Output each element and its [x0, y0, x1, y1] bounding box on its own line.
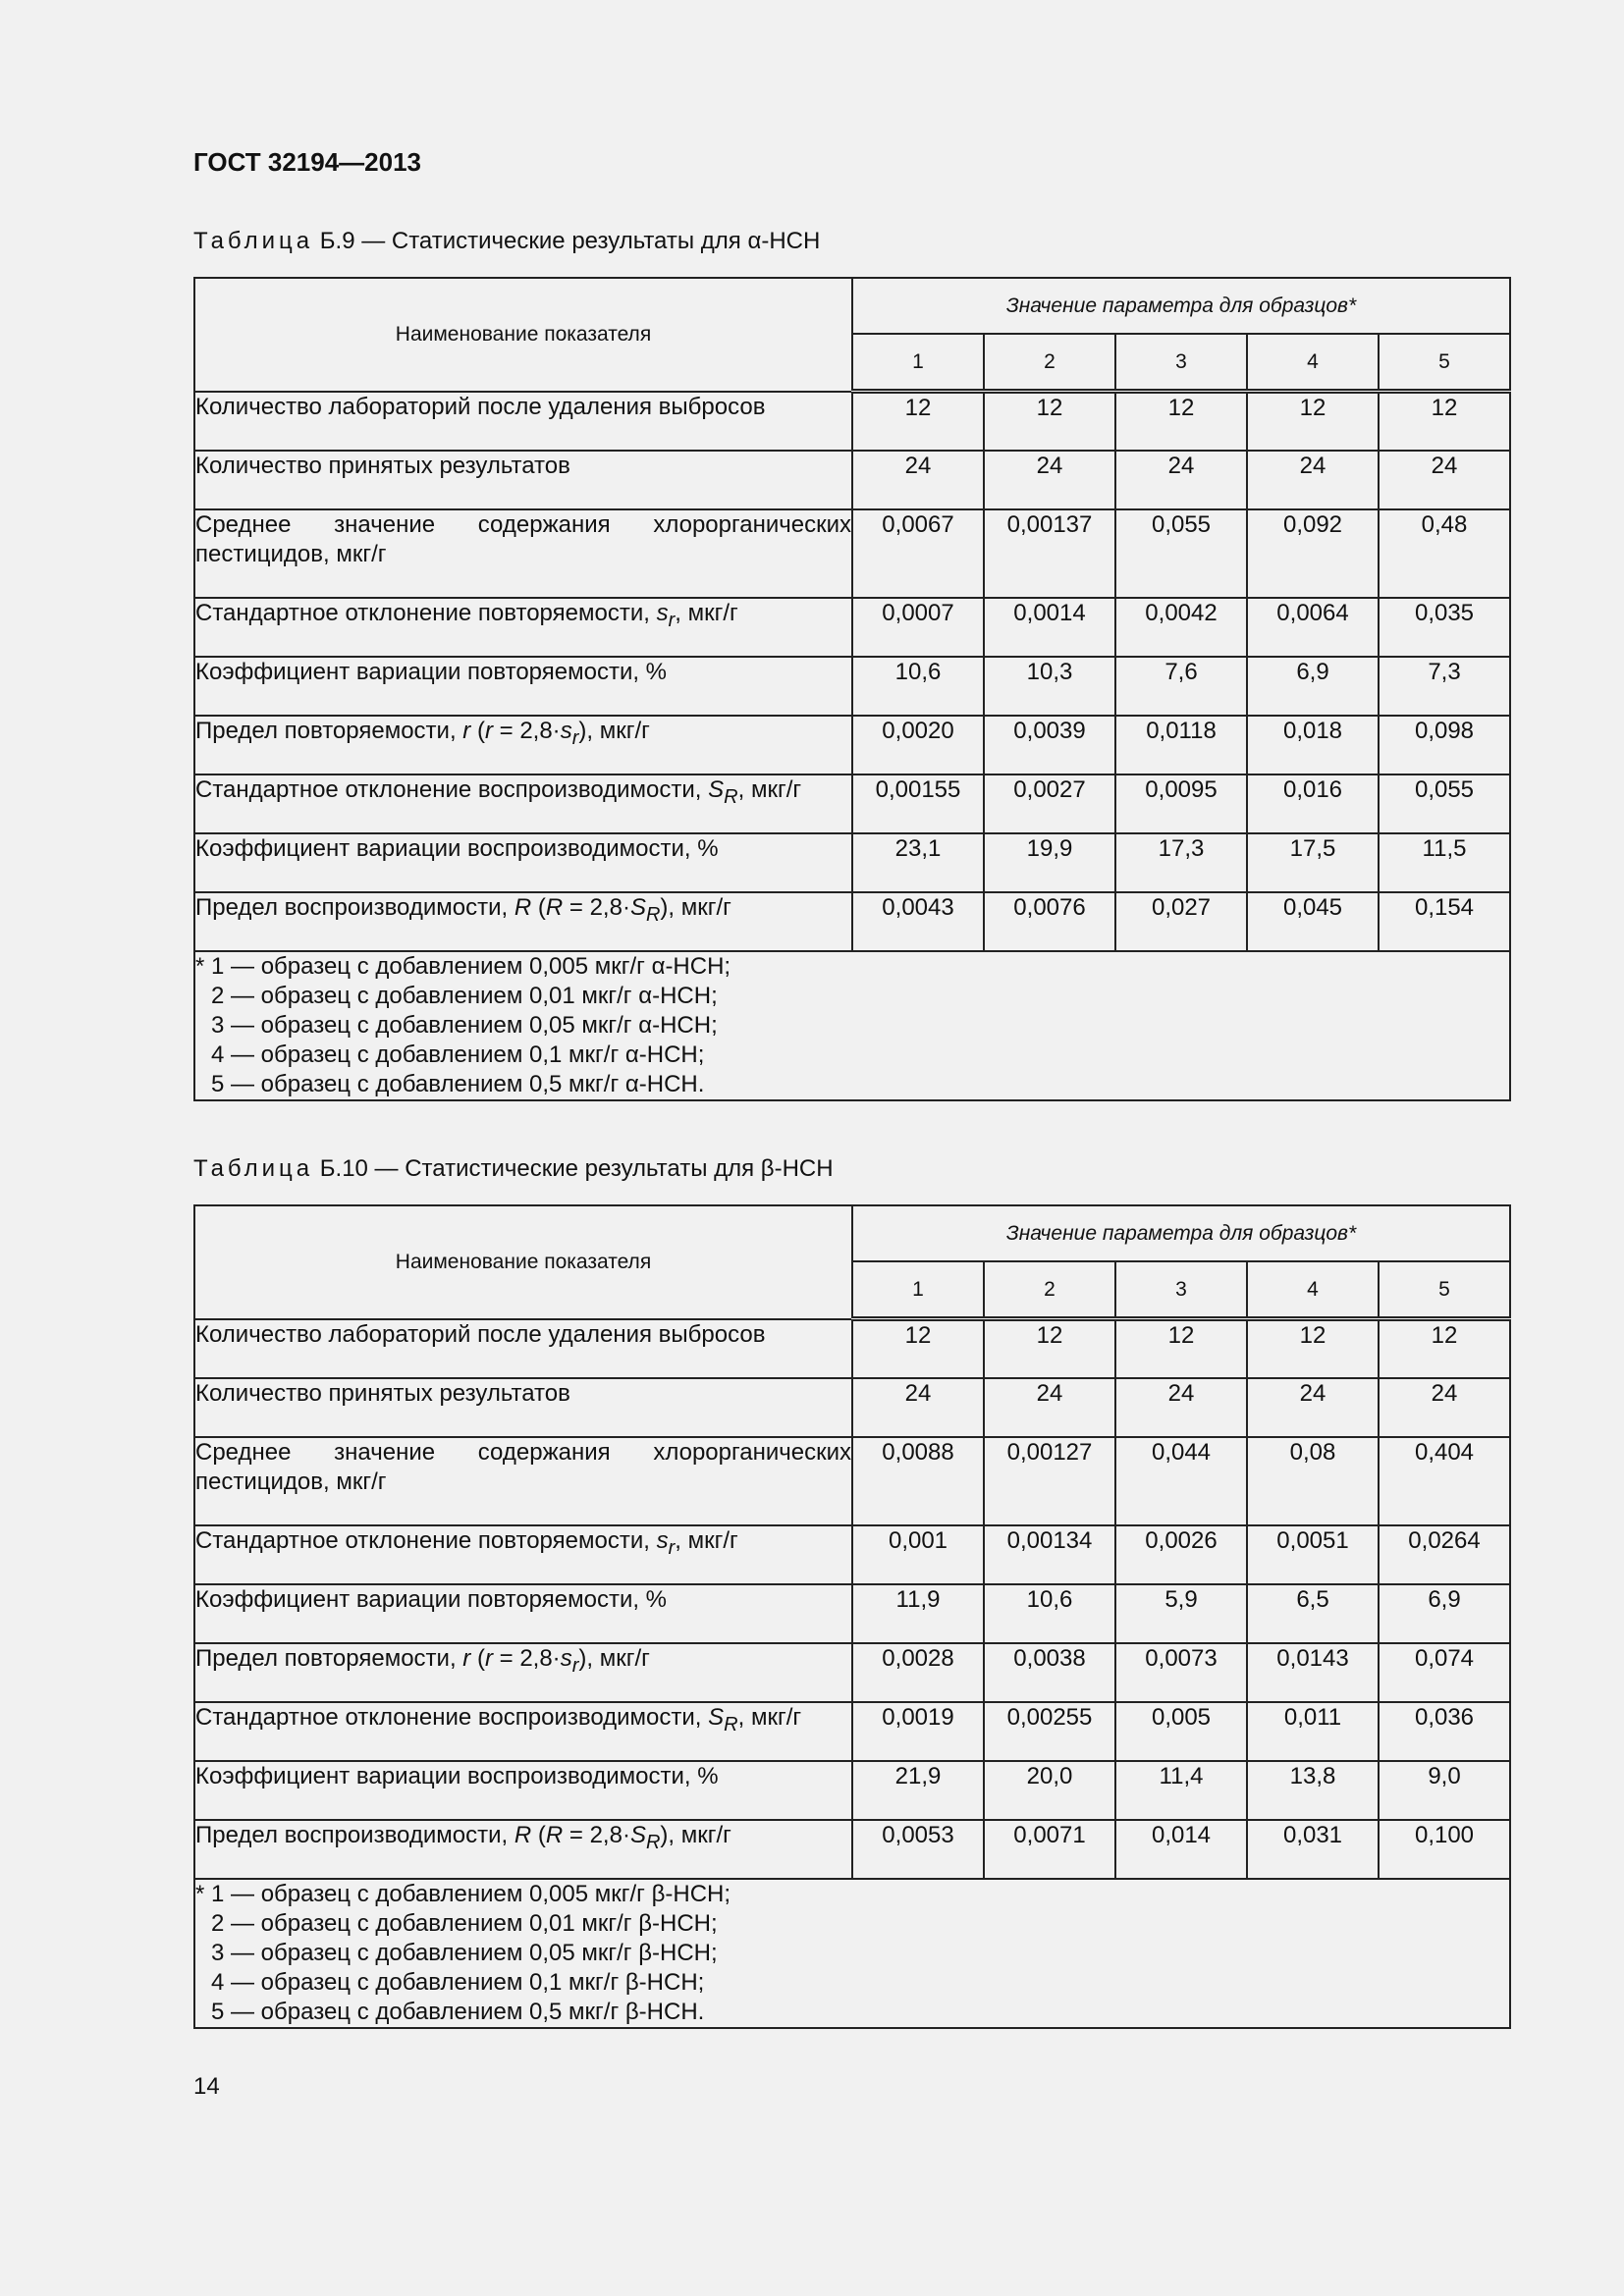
label-text: Предел повторяемости,	[195, 717, 463, 744]
label-text: = 2,8·	[563, 1821, 630, 1848]
symbol-s: s	[560, 717, 572, 744]
symbol-R: R	[545, 893, 564, 921]
symbol-R: R	[514, 1821, 532, 1848]
column-header-sample-3: 3	[1115, 334, 1247, 392]
symbol-R: R	[545, 1821, 564, 1848]
value-cell: 10,3	[984, 657, 1115, 716]
row-label: Среднее значение содержания хлорорганических пестицидов, мкг/г	[194, 1437, 852, 1525]
value-cell: 0,0043	[852, 892, 984, 951]
row-label: Количество лабораторий после удаления выбросов	[194, 392, 852, 451]
value-cell: 0,00137	[984, 509, 1115, 598]
label-text: Стандартное отклонение воспроизводимости,	[195, 775, 709, 803]
table-caption-b9	[193, 228, 820, 255]
column-header-name: Наименование показателя	[194, 1205, 852, 1319]
row-label: Количество принятых результатов	[194, 1378, 852, 1437]
value-cell: 0,0007	[852, 598, 984, 657]
value-cell: 7,3	[1379, 657, 1510, 716]
value-cell: 0,044	[1115, 1437, 1247, 1525]
value-cell: 0,0038	[984, 1643, 1115, 1702]
table-row	[194, 892, 1510, 951]
symbol-R: R	[514, 893, 532, 921]
value-cell: 0,0071	[984, 1820, 1115, 1879]
column-header-sample-1: 1	[852, 1261, 984, 1319]
row-label: Коэффициент вариации повторяемости, %	[194, 657, 852, 716]
value-cell: 0,055	[1379, 774, 1510, 833]
row-label	[194, 1702, 852, 1761]
value-cell: 0,098	[1379, 716, 1510, 774]
value-cell: 12	[1379, 392, 1510, 451]
table-row	[194, 1378, 1510, 1437]
label-text: Предел повторяемости,	[195, 1644, 463, 1672]
stats-table-b9	[193, 277, 1511, 1101]
value-cell: 0,0042	[1115, 598, 1247, 657]
table-row	[194, 1437, 1510, 1525]
value-cell: 0,005	[1115, 1702, 1247, 1761]
label-text: Стандартное отклонение воспроизводимости,	[195, 1703, 709, 1731]
subscript-r: r	[668, 609, 676, 631]
label-text: (	[531, 893, 546, 921]
symbol-r: r	[484, 717, 493, 744]
row-label	[194, 892, 852, 951]
label-text: Стандартное отклонение повторяемости,	[195, 599, 657, 626]
table-row	[194, 657, 1510, 716]
value-cell: 13,8	[1247, 1761, 1379, 1820]
value-cell: 0,404	[1379, 1437, 1510, 1525]
label-unit: ), мкг/г	[578, 717, 650, 744]
value-cell: 0,0039	[984, 716, 1115, 774]
value-cell: 12	[1247, 1319, 1379, 1378]
column-header-sample-2: 2	[984, 334, 1115, 392]
symbol-S: S	[629, 1821, 646, 1848]
value-cell: 12	[1247, 392, 1379, 451]
label-unit: , мкг/г	[737, 775, 802, 803]
subscript-r: r	[571, 1654, 579, 1677]
value-cell: 0,018	[1247, 716, 1379, 774]
value-cell: 0,0028	[852, 1643, 984, 1702]
row-label: Коэффициент вариации воспроизводимости, %	[194, 1761, 852, 1820]
table-row	[194, 509, 1510, 598]
symbol-S: S	[629, 893, 646, 921]
row-label: Коэффициент вариации воспроизводимости, %	[194, 833, 852, 892]
value-cell: 6,5	[1247, 1584, 1379, 1643]
table-row	[194, 1820, 1510, 1879]
value-cell: 0,0020	[852, 716, 984, 774]
value-cell: 0,074	[1379, 1643, 1510, 1702]
value-cell: 0,0264	[1379, 1525, 1510, 1584]
symbol-s: s	[560, 1644, 572, 1672]
value-cell: 0,48	[1379, 509, 1510, 598]
value-cell: 24	[984, 1378, 1115, 1437]
label-text: Предел воспроизводимости,	[195, 1821, 514, 1848]
subscript-R: R	[645, 1831, 661, 1853]
value-cell: 0,0064	[1247, 598, 1379, 657]
row-label	[194, 1525, 852, 1584]
table-row	[194, 1584, 1510, 1643]
value-cell: 0,154	[1379, 892, 1510, 951]
value-cell: 5,9	[1115, 1584, 1247, 1643]
footnote-line: 5 — образец с добавлением 0,5 мкг/г α-HCH.	[211, 1070, 705, 1097]
value-cell: 0,011	[1247, 1702, 1379, 1761]
value-cell: 0,036	[1379, 1702, 1510, 1761]
footnote-line: 3 — образец с добавлением 0,05 мкг/г α-HCH;	[211, 1011, 718, 1039]
label-text: = 2,8·	[492, 717, 561, 744]
value-cell: 12	[852, 392, 984, 451]
value-cell: 0,014	[1115, 1820, 1247, 1879]
value-cell: 0,0051	[1247, 1525, 1379, 1584]
value-cell: 0,0053	[852, 1820, 984, 1879]
value-cell: 21,9	[852, 1761, 984, 1820]
subscript-R: R	[645, 903, 661, 926]
value-cell: 10,6	[984, 1584, 1115, 1643]
footnote-line: * 1 — образец с добавлением 0,005 мкг/г β-HCH;	[195, 1880, 731, 1907]
label-text: (	[470, 717, 485, 744]
footnote	[194, 1879, 1510, 2028]
value-cell: 24	[852, 451, 984, 509]
symbol-s: s	[656, 1526, 669, 1554]
footnote-line: 2 — образец с добавлением 0,01 мкг/г β-HCH;	[211, 1909, 718, 1937]
value-cell: 24	[1379, 1378, 1510, 1437]
value-cell: 11,4	[1115, 1761, 1247, 1820]
value-cell: 17,5	[1247, 833, 1379, 892]
value-cell: 0,0073	[1115, 1643, 1247, 1702]
footnote-line: 2 — образец с добавлением 0,01 мкг/г α-HCH;	[211, 982, 718, 1009]
value-cell: 0,00155	[852, 774, 984, 833]
row-label: Среднее значение содержания хлорорганических пестицидов, мкг/г	[194, 509, 852, 598]
label-unit: , мкг/г	[675, 599, 738, 626]
value-cell: 24	[852, 1378, 984, 1437]
value-cell: 10,6	[852, 657, 984, 716]
value-cell: 24	[1115, 451, 1247, 509]
table-row	[194, 598, 1510, 657]
caption-text: Б.9 — Статистические результаты для α-HCH	[313, 228, 821, 254]
subscript-R: R	[724, 1713, 738, 1735]
label-text: = 2,8·	[492, 1644, 561, 1672]
value-cell: 0,035	[1379, 598, 1510, 657]
table-row	[194, 716, 1510, 774]
value-cell: 24	[1379, 451, 1510, 509]
column-header-sample-1: 1	[852, 334, 984, 392]
value-cell: 11,9	[852, 1584, 984, 1643]
column-header-param: Значение параметра для образцов*	[852, 278, 1510, 334]
document-code: ГОСТ 32194—2013	[193, 147, 421, 177]
stats-table-b10	[193, 1204, 1511, 2029]
value-cell: 12	[984, 392, 1115, 451]
value-cell: 17,3	[1115, 833, 1247, 892]
value-cell: 6,9	[1379, 1584, 1510, 1643]
value-cell: 0,00134	[984, 1525, 1115, 1584]
symbol-r: r	[462, 717, 471, 744]
row-label	[194, 598, 852, 657]
subscript-r: r	[571, 726, 579, 749]
row-label: Количество принятых результатов	[194, 451, 852, 509]
caption-prefix: Таблица	[193, 1155, 314, 1182]
column-header-sample-4: 4	[1247, 334, 1379, 392]
column-header-sample-5: 5	[1379, 334, 1510, 392]
symbol-s: s	[656, 599, 669, 626]
value-cell: 0,0067	[852, 509, 984, 598]
value-cell: 0,00255	[984, 1702, 1115, 1761]
value-cell: 9,0	[1379, 1761, 1510, 1820]
table-row	[194, 1761, 1510, 1820]
value-cell: 0,0027	[984, 774, 1115, 833]
value-cell: 12	[1379, 1319, 1510, 1378]
caption-text: Б.10 — Статистические результаты для β-HCH	[313, 1155, 834, 1182]
value-cell: 24	[984, 451, 1115, 509]
value-cell: 12	[984, 1319, 1115, 1378]
value-cell: 7,6	[1115, 657, 1247, 716]
label-unit: , мкг/г	[737, 1703, 802, 1731]
footnote-line: 4 — образец с добавлением 0,1 мкг/г α-HCH;	[211, 1041, 705, 1068]
footnote-line: 5 — образец с добавлением 0,5 мкг/г β-HCH.	[211, 1998, 705, 2025]
value-cell: 0,031	[1247, 1820, 1379, 1879]
value-cell: 11,5	[1379, 833, 1510, 892]
table-caption-b10	[193, 1155, 834, 1183]
value-cell: 0,0014	[984, 598, 1115, 657]
column-header-name: Наименование показателя	[194, 278, 852, 392]
label-unit: ), мкг/г	[660, 1821, 731, 1848]
caption-prefix: Таблица	[193, 228, 314, 254]
row-label	[194, 774, 852, 833]
symbol-S: S	[708, 1703, 725, 1731]
table-row	[194, 1643, 1510, 1702]
column-header-sample-5: 5	[1379, 1261, 1510, 1319]
value-cell: 0,045	[1247, 892, 1379, 951]
label-text: = 2,8·	[563, 893, 630, 921]
label-text: (	[531, 1821, 546, 1848]
value-cell: 0,00127	[984, 1437, 1115, 1525]
page-number: 14	[193, 2073, 220, 2100]
row-label	[194, 1643, 852, 1702]
label-unit: ), мкг/г	[660, 893, 731, 921]
value-cell: 0,0143	[1247, 1643, 1379, 1702]
label-unit: , мкг/г	[675, 1526, 738, 1554]
footnote-row	[194, 1879, 1510, 2028]
row-label: Коэффициент вариации повторяемости, %	[194, 1584, 852, 1643]
value-cell: 24	[1247, 1378, 1379, 1437]
row-label: Количество лабораторий после удаления выбросов	[194, 1319, 852, 1378]
table-row	[194, 1319, 1510, 1378]
table-row	[194, 451, 1510, 509]
table-row	[194, 774, 1510, 833]
value-cell: 0,0095	[1115, 774, 1247, 833]
column-header-sample-3: 3	[1115, 1261, 1247, 1319]
value-cell: 12	[1115, 392, 1247, 451]
value-cell: 0,0019	[852, 1702, 984, 1761]
table-row	[194, 833, 1510, 892]
value-cell: 0,0118	[1115, 716, 1247, 774]
label-text: (	[470, 1644, 485, 1672]
table-row	[194, 392, 1510, 451]
value-cell: 24	[1115, 1378, 1247, 1437]
column-header-param: Значение параметра для образцов*	[852, 1205, 1510, 1261]
value-cell: 0,055	[1115, 509, 1247, 598]
value-cell: 19,9	[984, 833, 1115, 892]
label-text: Стандартное отклонение повторяемости,	[195, 1526, 657, 1554]
value-cell: 24	[1247, 451, 1379, 509]
value-cell: 20,0	[984, 1761, 1115, 1820]
value-cell: 0,0026	[1115, 1525, 1247, 1584]
value-cell: 12	[1115, 1319, 1247, 1378]
value-cell: 0,0076	[984, 892, 1115, 951]
value-cell: 0,027	[1115, 892, 1247, 951]
value-cell: 0,0088	[852, 1437, 984, 1525]
row-label	[194, 1820, 852, 1879]
value-cell: 0,100	[1379, 1820, 1510, 1879]
value-cell: 0,08	[1247, 1437, 1379, 1525]
table-row	[194, 1525, 1510, 1584]
subscript-R: R	[724, 785, 738, 808]
label-text: Предел воспроизводимости,	[195, 893, 514, 921]
footnote-line: * 1 — образец с добавлением 0,005 мкг/г α-HCH;	[195, 952, 731, 980]
value-cell: 23,1	[852, 833, 984, 892]
footnote-line: 4 — образец с добавлением 0,1 мкг/г β-HCH;	[211, 1968, 705, 1996]
value-cell: 0,016	[1247, 774, 1379, 833]
table-row	[194, 1702, 1510, 1761]
value-cell: 0,092	[1247, 509, 1379, 598]
value-cell: 12	[852, 1319, 984, 1378]
symbol-r: r	[462, 1644, 471, 1672]
label-unit: ), мкг/г	[578, 1644, 650, 1672]
footnote-line: 3 — образец с добавлением 0,05 мкг/г β-HCH;	[211, 1939, 718, 1966]
symbol-S: S	[708, 775, 725, 803]
value-cell: 0,001	[852, 1525, 984, 1584]
column-header-sample-2: 2	[984, 1261, 1115, 1319]
footnote	[194, 951, 1510, 1100]
row-label	[194, 716, 852, 774]
value-cell: 6,9	[1247, 657, 1379, 716]
column-header-sample-4: 4	[1247, 1261, 1379, 1319]
footnote-row	[194, 951, 1510, 1100]
subscript-r: r	[668, 1536, 676, 1559]
symbol-r: r	[484, 1644, 493, 1672]
